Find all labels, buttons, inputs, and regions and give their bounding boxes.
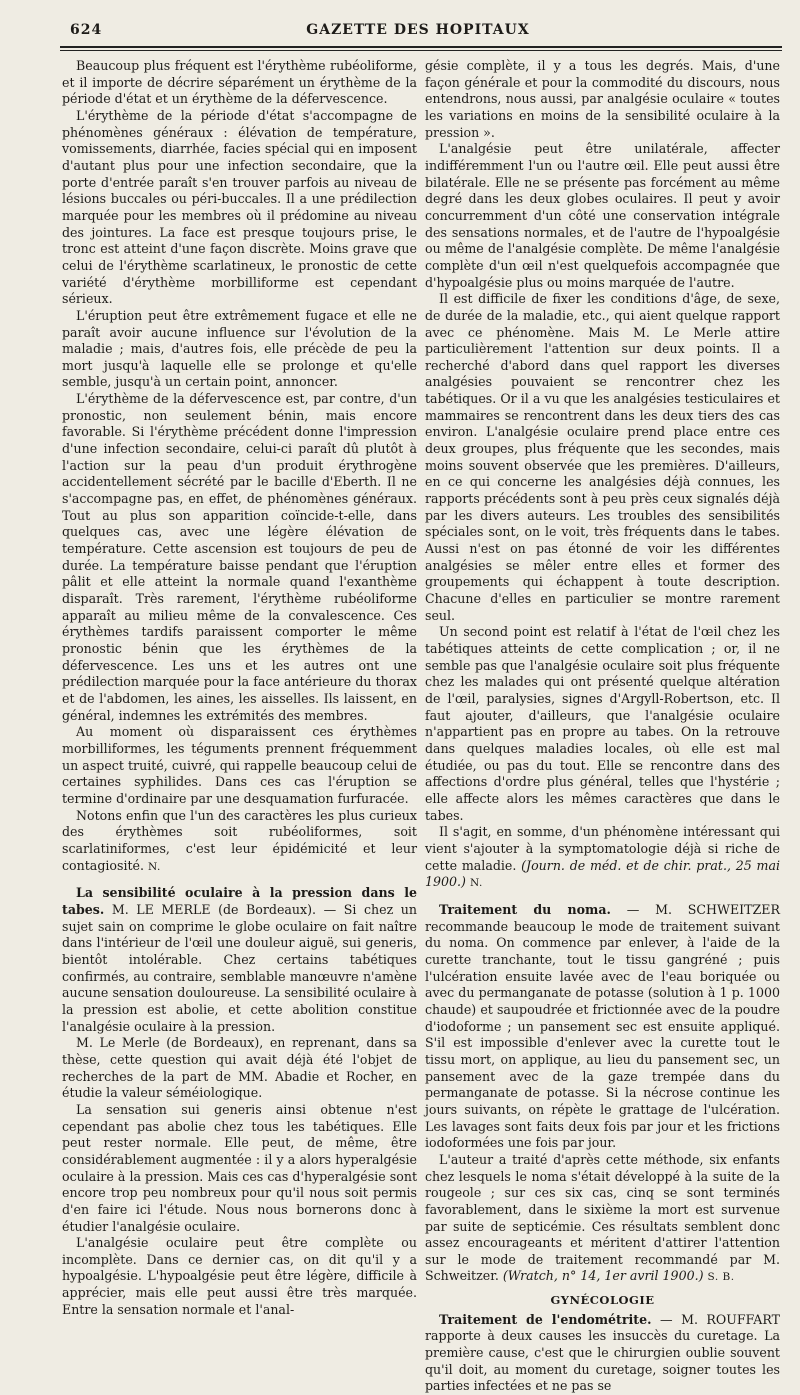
paragraph: Beaucoup plus fréquent est l'érythème rubéoliforme, et il importe de décrire séparément un érythème de la période d'état et un érythème de la défervescence. [62, 58, 417, 107]
author-signature: S. B. [707, 1271, 735, 1284]
paragraph: Un second point est relatif à l'état de l'œil chez les tabétiques atteints de cette complication ; or, il ne semble pas que l'analgésie oculaire soit plus fréquente chez les malades qui ont présenté quelque altération de l'œil, paralysies, signes d'Argyll-Robertson, etc. Il faut ajouter, d'ailleurs, que l'analgésie oculaire n'appartient pas en propre au tabes. On la retrouve dans quelques maladies locales, où elle est mal étudiée, ou pas du tout. Elle se rencontre dans des affections d'ordre plus général, telles que l'hystérie ; elle affecte alors les mêmes caractères que dans le tabes. [425, 624, 780, 823]
paragraph [425, 1152, 780, 1285]
paragraph [62, 808, 417, 875]
article-title: La sensibilité oculaire à la pression dans le tabes. [62, 885, 417, 918]
article-title: Traitement du noma. [439, 902, 611, 918]
author-signature: N. [469, 877, 483, 890]
article-title: Traitement de l'endométrite. [439, 1311, 652, 1327]
article-text: — M. ROUFFART rapporte à deux causes les insuccès du curetage. La première cause, c'est que le chirurgien oublie souvent qu'il doit, au moment du curetage, soigner toutes les parties infectées et ne pas se [425, 1311, 780, 1394]
citation: (Wratch, n° 14, 1er avril 1900.) [502, 1268, 704, 1284]
journal-title: GAZETTE DES HOPITAUX [306, 22, 530, 38]
author-signature: N. [148, 860, 161, 873]
paragraph: gésie complète, il y a tous les degrés. Mais, d'une façon générale et pour la commodité du discours, nous entendrons, nous aussi, par analgésie oculaire « toutes les variations en moins de la sensibilité oculaire à la pression ». [425, 58, 780, 140]
right-column [425, 58, 780, 1394]
header-rule-thick [60, 46, 782, 48]
left-column [62, 58, 417, 1317]
header-rule-thin [60, 50, 782, 51]
article-text: — M. SCHWEITZER recommande beaucoup le mode de traitement suivant du noma. On commence par enlever, à l'aide de la curette tranchante, tout le tissu gangréné ; puis l'ulcération ensuite lavée avec de l'eau boriquée ou avec du permanganate de potasse (solution à 1 p. 1000 chaude) et saupoudrée et frictionnée avec de la poudre d'iodoforme ; un pansement sec est ensuite appliqué. S'il est impossible d'enlever avec la curette tout le tissu mort, on applique, au lieu du pansement sec, un pansement avec de la gaze trempée dans du permanganate de potasse. Si la nécrose continue les jours suivants, on répète le grattage de l'ulcération. Les lavages sont faits deux fois par jour et les frictions iodoformées une fois par jour. [425, 902, 780, 1151]
paragraph: M. Le Merle (de Bordeaux), en reprenant, dans sa thèse, cette question qui avait déjà été l'objet de recherches de la part de MM. Abadie et Rocher, en étudie la valeur séméiologique. [62, 1035, 417, 1101]
paragraph: Au moment où disparaissent ces érythèmes morbilliformes, les téguments prennent fréquemment un aspect truité, cuivré, qui rappelle beaucoup celui de certaines syphilides. Dans ces cas l'éruption se termine d'ordinaire par une desquamation furfuracée. [62, 724, 417, 806]
citation: (Journ. de méd. et de chir. prat., 25 mai 1900.) [425, 857, 780, 890]
paragraph: L'érythème de la période d'état s'accompagne de phénomènes généraux : élévation de température, vomissements, diarrhée, facies spécial qui en imposent d'autant plus pour une infection secondaire, que la porte d'entrée paraît s'en trouver parfois au niveau de lésions buccales ou péri-buccales. Il a une prédilection marquée pour les membres où il prédomine au niveau des jointures. La face est presque toujours prise, le tronc est atteint d'une façon discrète. Moins grave que celui de l'érythème scarlatineux, le pronostic de cette variété d'érythème morbilliforme est cependant sérieux. [62, 107, 417, 307]
article [425, 1312, 780, 1395]
page-header [58, 20, 778, 40]
paragraph-text: Il s'agit, en somme, d'un phénomène intéressant qui vient s'ajouter à la symptomatologie déjà si riche de cette maladie. [425, 824, 780, 873]
paragraph: L'érythème de la défervescence est, par contre, d'un pronostic, non seulement bénin, mais encore favorable. Si l'érythème précédent donne l'impression d'une infection secondaire, celui-ci paraît dû plutôt à l'action sur la peau d'un produit érythrogène accidentellement sécrété par le bacille d'Eberth. Il ne s'accompagne pas, en effet, de phénomènes généraux. Tout au plus son apparition coïncide-t-elle, dans quelques cas, avec une légère élévation de température. Cette ascension est toujours de peu de durée. La température baisse pendant que l'éruption pâlit et elle atteint la normale quand l'exanthème disparaît. Très rarement, l'érythème rubéoliforme apparaît au milieu même de la convalescence. Ces érythèmes tardifs paraissent comporter le même pronostic bénin que les érythèmes de la défervescence. Les uns et les autres ont une prédilection marquée pour la face antérieure du thorax et de l'abdomen, les aines, les aisselles. Ils laissent, en général, indemnes les extrémités des membres. [62, 391, 417, 723]
article [62, 885, 417, 1035]
paragraph [425, 824, 780, 891]
paragraph-text: L'auteur a traité d'après cette méthode, six enfants chez lesquels le noma s'était développé à la suite de la rougeole ; sur ces six cas, cinq se sont terminés favorablement, dans le sixième la mort est survenue par suite de septicémie. Ces résultats semblent donc assez encourageants et méritent d'attirer l'attention sur le mode de traitement recommandé par M. Schweitzer. [425, 1151, 780, 1284]
paragraph: L'analgésie peut être unilatérale, affecter indifféremment l'un ou l'autre œil. Elle peut aussi être bilatérale. Elle ne se présente pas forcément au même degré dans les deux globes oculaires. Il peut y avoir concurremment d'un côté une conservation intégrale des sensations normales, et de l'autre de l'hypoalgésie ou même de l'analgésie complète. De même l'analgésie complète d'un œil n'est quelquefois accompagnée que d'hypoalgésie plus ou moins marquée de l'autre. [425, 141, 780, 290]
paragraph: Il est difficile de fixer les conditions d'âge, de sexe, de durée de la maladie, etc., qui aient quelque rapport avec ce phénomène. Mais M. Le Merle attire particulièrement l'attention sur deux points. Il a recherché d'abord dans quel rapport les diverses analgésies pouvaient se rencontrer chez les tabétiques. Or il a vu que les analgésies testiculaires et mammaires se rencontrent dans les deux tiers des cas environ. L'analgésie oculaire prend place entre ces deux groupes, plus fréquente que les secondes, mais moins souvent observée que les premières. D'ailleurs, en ce qui concerne les analgésies déjà connues, les rapports précédents sont à peu près ceux signalés déjà par les divers auteurs. Les troubles des sensibilités spéciales sont, on le voit, très fréquents dans le tabes. Aussi n'est on pas étonné de voir les différentes analgésies se mêler entre elles et former des groupements qui échappent à toute description. Chacune d'elles en particulier se montre rarement seul. [425, 291, 780, 623]
paragraph: L'analgésie oculaire peut être complète ou incomplète. Dans ce dernier cas, on dit qu'il y a hypoalgésie. L'hypoalgésie peut être légère, difficile à apprécier, mais elle peut aussi être très marquée. Entre la sensation normale et l'anal- [62, 1235, 417, 1317]
article-text: M. LE MERLE (de Bordeaux). — Si chez un sujet sain on comprime le globe oculaire on fait naître dans l'intérieur de l'œil une douleur aiguë, sui generis, bientôt intolérable. Chez certains tabétiques confirmés, au contraire, semblable manœuvre n'amène aucune sensation douloureuse. La sensibilité oculaire à la pression est abolie, et cette abolition constitue l'analgésie oculaire à la pression. [62, 902, 417, 1034]
paragraph: La sensation sui generis ainsi obtenue n'est cependant pas abolie chez tous les tabétiques. Elle peut rester normale. Elle peut, de même, être considérablement augmentée : il y a alors hyperalgésie oculaire à la pression. Mais ces cas d'hyperalgésie sont encore trop peu nombreux pour qu'il nous soit permis d'en faire ici l'étude. Nous nous bornerons donc à étudier l'analgésie oculaire. [62, 1101, 417, 1234]
article [425, 902, 780, 1152]
paragraph: L'éruption peut être extrêmement fugace et elle ne paraît avoir aucune influence sur l'évolution de la maladie ; mais, d'autres fois, elle précède de peu la mort jusqu'à laquelle elle se prolonge et qu'elle semble, jusqu'à un certain point, annoncer. [62, 307, 417, 390]
page-number: 624 [70, 22, 103, 38]
paragraph-text: Notons enfin que l'un des caractères les plus curieux des érythèmes soit rubéoliformes, soit scarlatiniformes, c'est leur épidémicité et leur contagiosité. [62, 807, 417, 873]
section-heading: GYNÉCOLOGIE [550, 1293, 655, 1308]
